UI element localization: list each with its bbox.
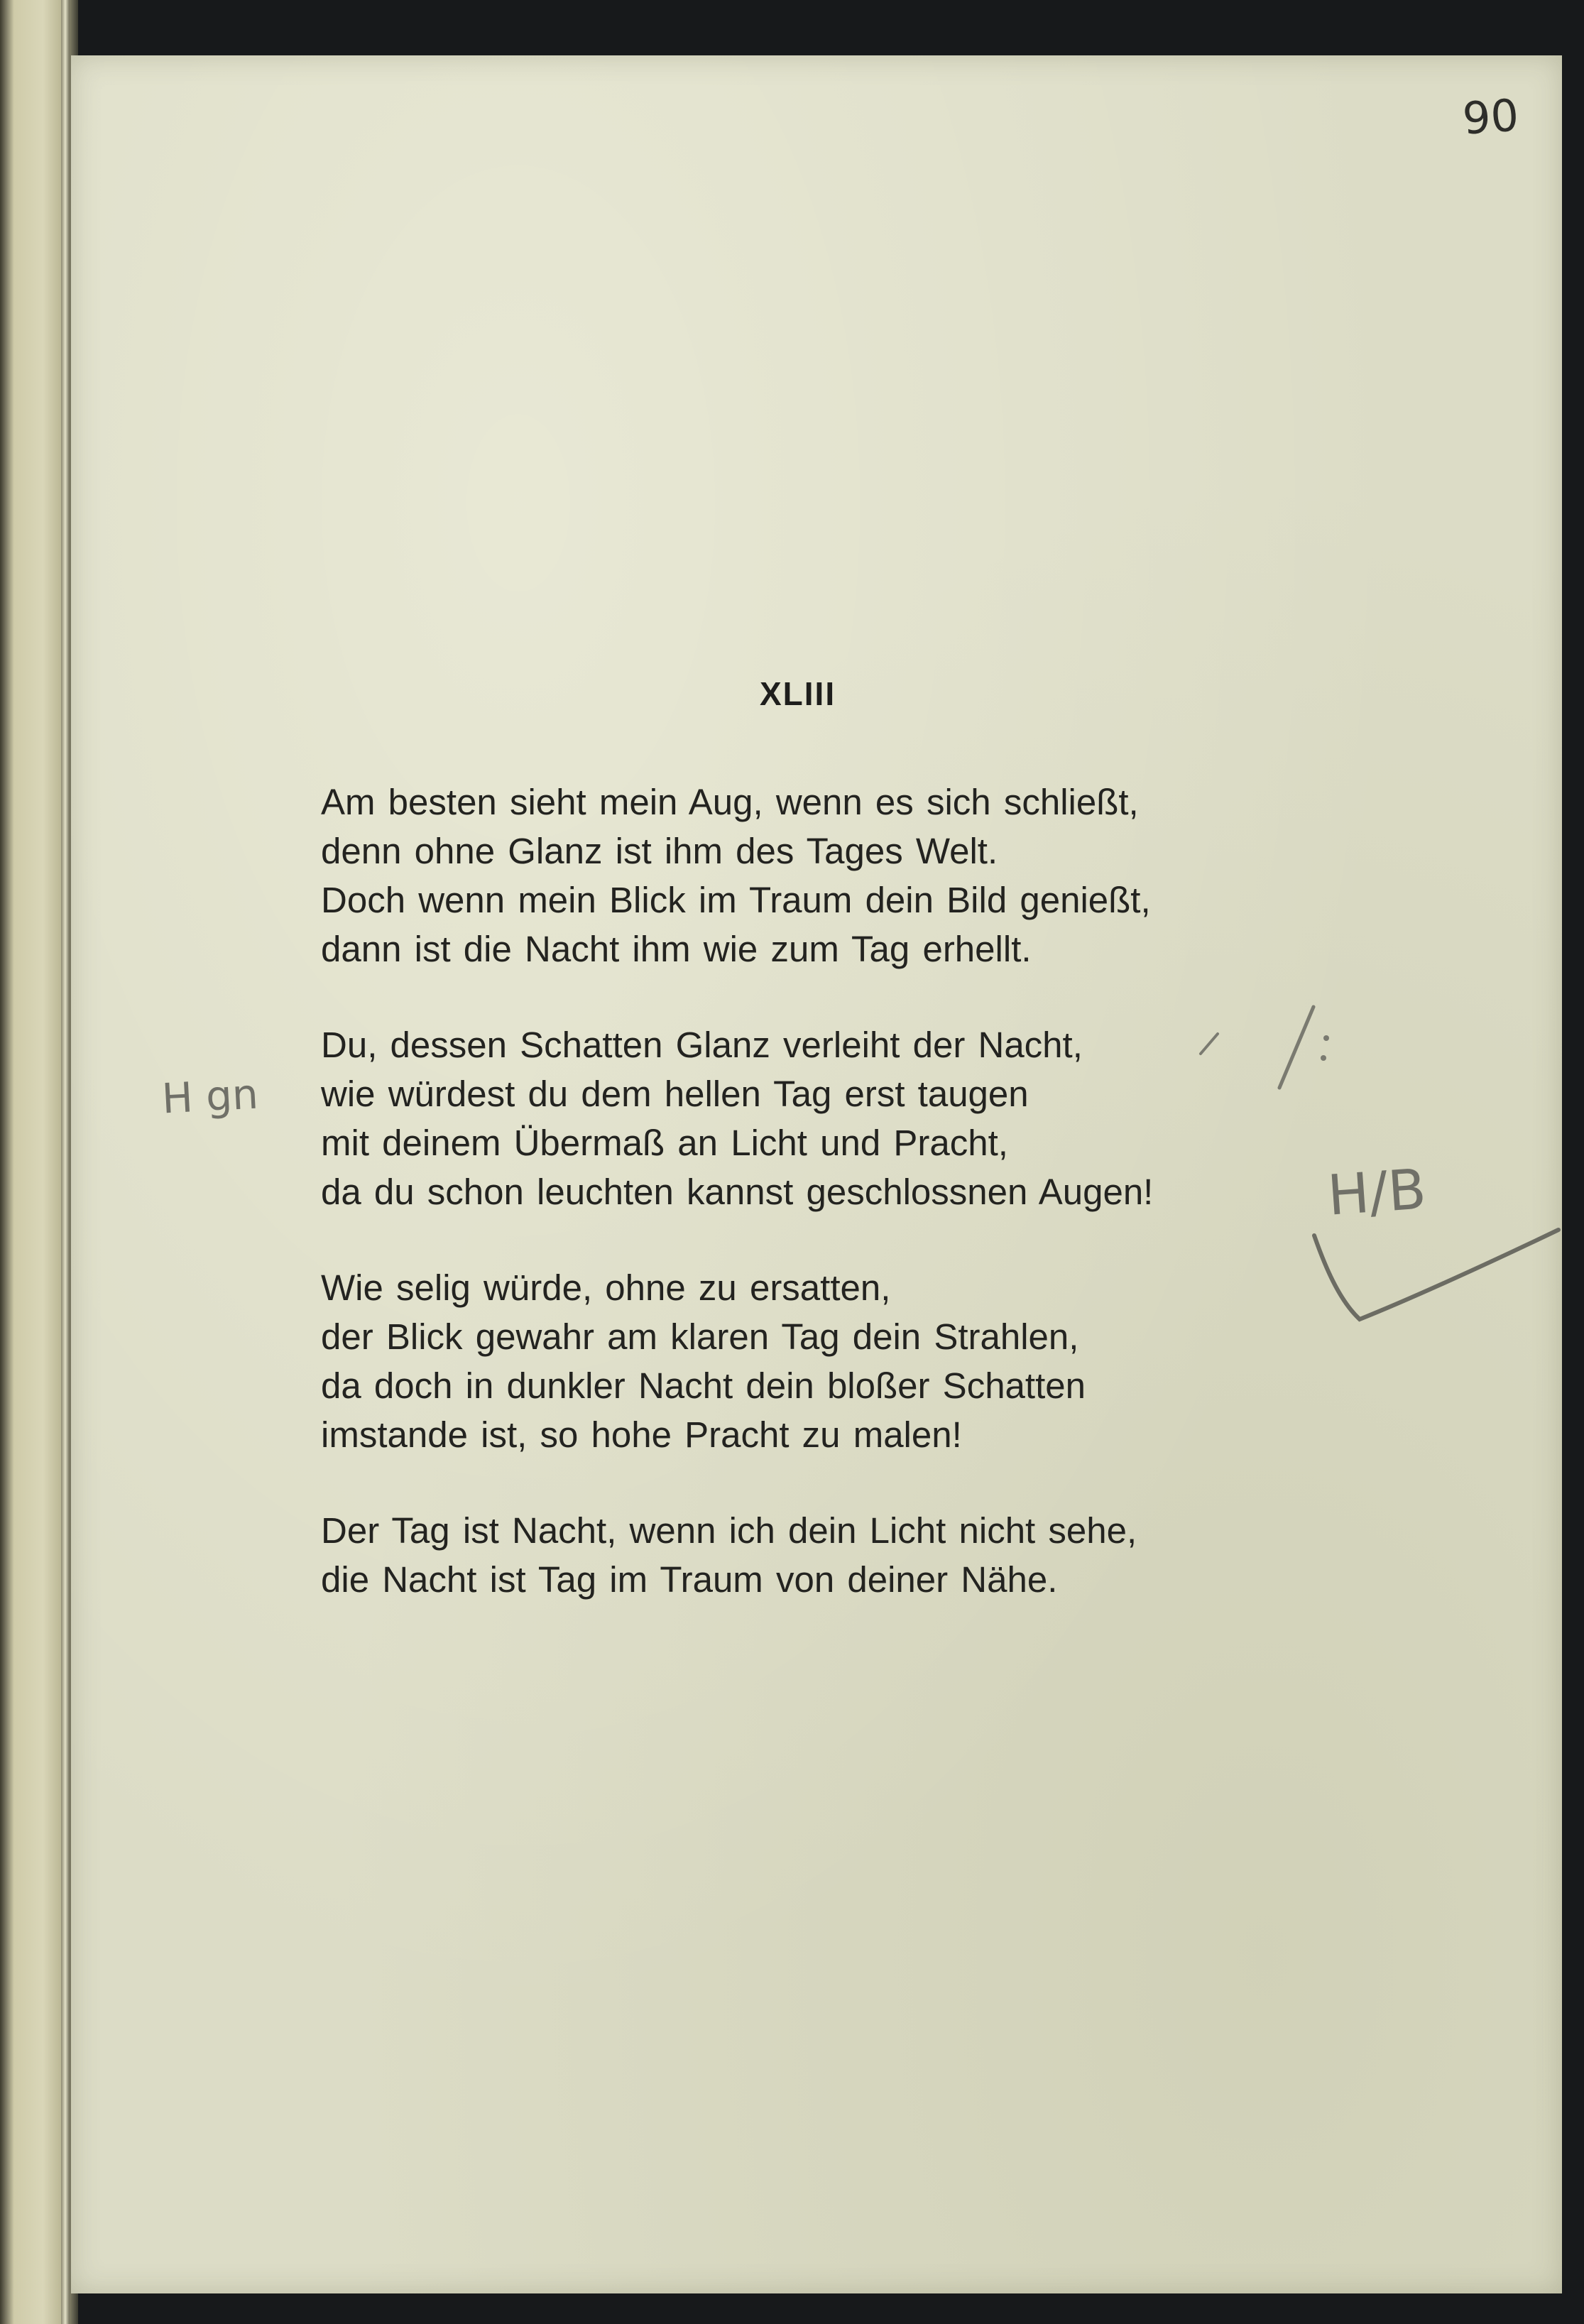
poem-line: die Nacht ist Tag im Traum von deiner Nähe.: [321, 1559, 1058, 1600]
pencil-check-mark: [1310, 1221, 1566, 1328]
poem-line: der Blick gewahr am klaren Tag dein Strahlen,: [321, 1316, 1079, 1357]
page-number: 90: [1460, 89, 1521, 145]
poem-body: [321, 778, 1329, 1651]
margin-note-left: H gn: [160, 1069, 260, 1123]
poem-line: dann ist die Nacht ihm wie zum Tag erhellt.: [321, 929, 1032, 969]
poem-title: XLIII: [760, 675, 836, 712]
pencil-slash-mark: [1264, 1001, 1335, 1093]
poem-line: denn ohne Glanz ist ihm des Tages Welt.: [321, 831, 998, 871]
poem-line: imstande ist, so hohe Pracht zu malen!: [321, 1414, 962, 1455]
poem-line: Der Tag ist Nacht, wenn ich dein Licht nicht sehe,: [321, 1510, 1137, 1551]
margin-note-right: H/B: [1326, 1157, 1429, 1228]
poem-line: wie würdest du dem hellen Tag erst taugen: [321, 1074, 1029, 1114]
spine-edge: [61, 0, 70, 2324]
stanza-1: [321, 778, 1329, 973]
poem-line: Wie selig würde, ohne zu ersatten,: [321, 1267, 891, 1308]
poem-line: Am besten sieht mein Aug, wenn es sich schließt,: [321, 782, 1139, 822]
poem-line: mit deinem Übermaß an Licht und Pracht,: [321, 1123, 1008, 1163]
stanza-3: [321, 1263, 1329, 1459]
poem-line: da du schon leuchten kannst geschlossnen Augen!: [321, 1172, 1154, 1212]
stanza-4: [321, 1506, 1329, 1604]
poem-line: Doch wenn mein Blick im Traum dein Bild genießt,: [321, 880, 1151, 920]
pencil-tick-mark: [1196, 1030, 1225, 1058]
stanza-2: [321, 1020, 1329, 1216]
poem-line: Du, dessen Schatten Glanz verleiht der Nacht,: [321, 1025, 1083, 1065]
poem-line: da doch in dunkler Nacht dein bloßer Schatten: [321, 1365, 1086, 1406]
